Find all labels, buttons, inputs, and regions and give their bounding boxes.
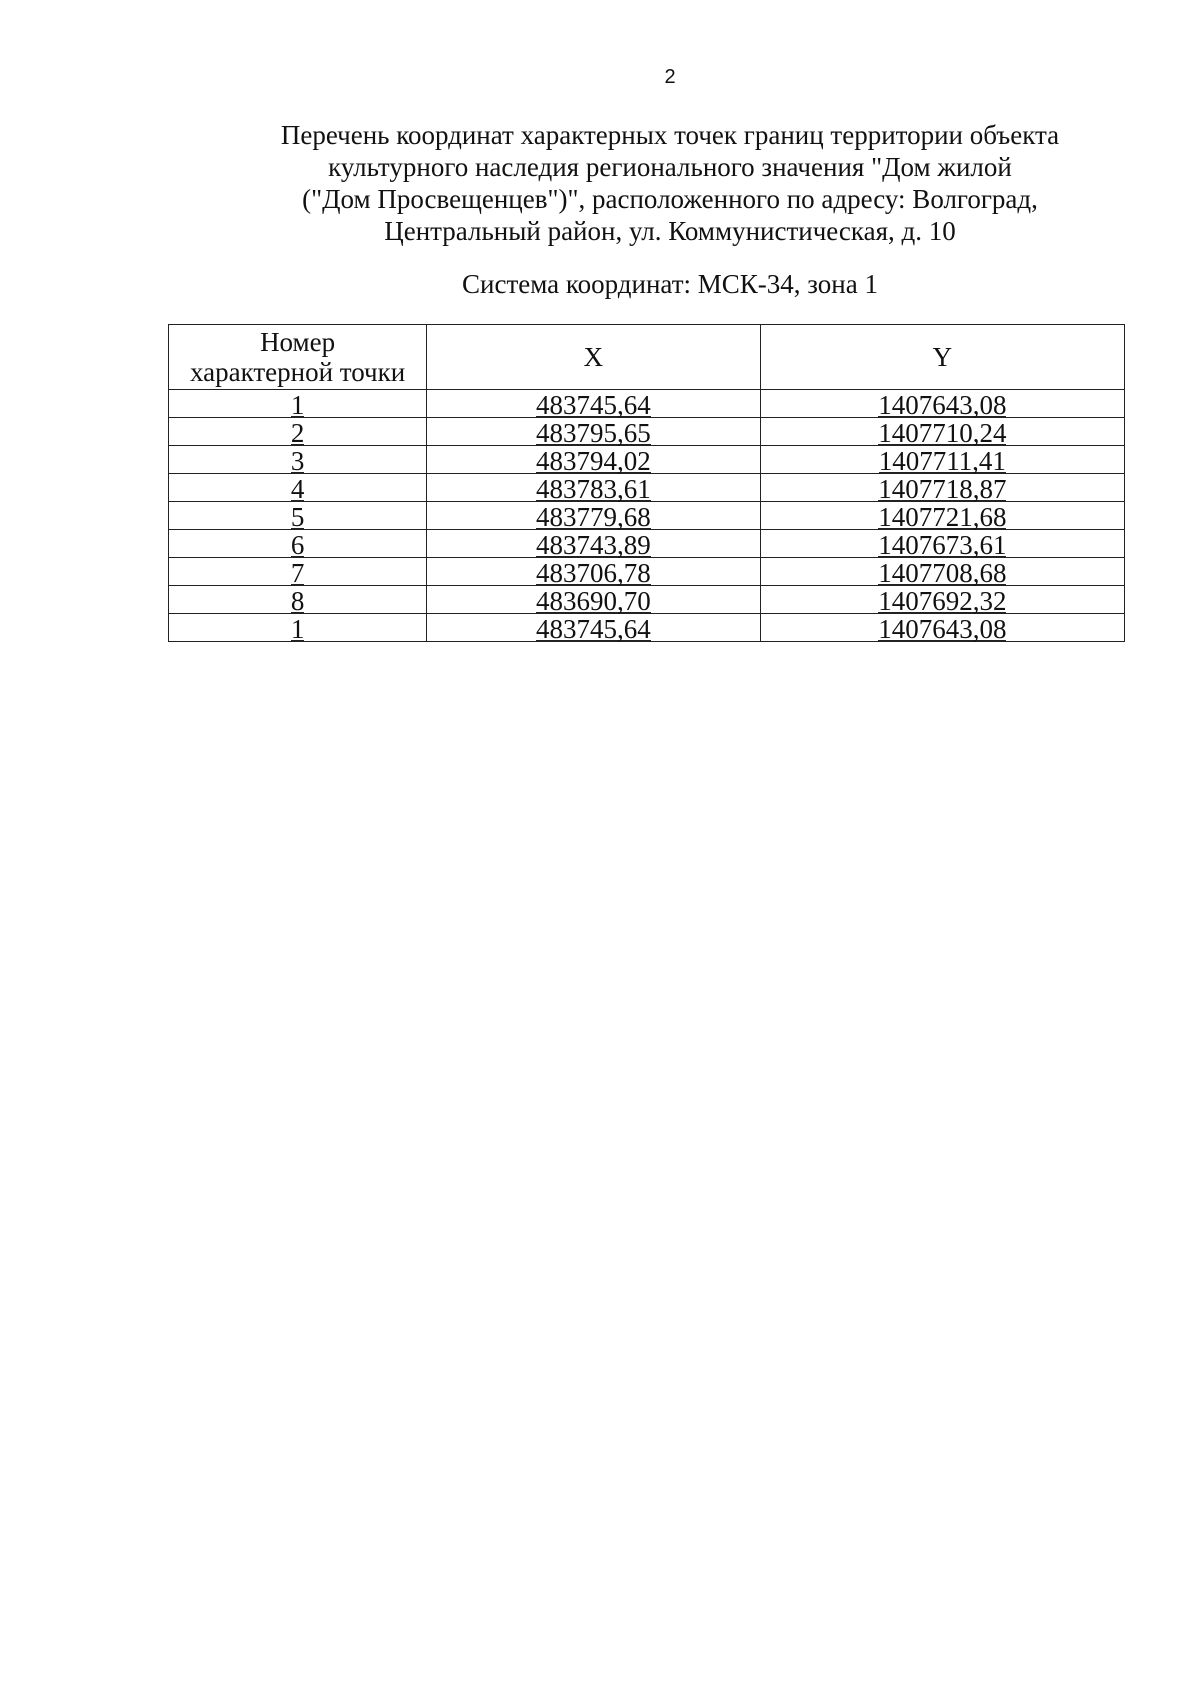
cell-point (169, 558, 427, 586)
table-row (169, 614, 1125, 642)
cell-y (760, 614, 1124, 642)
table-row (169, 446, 1125, 474)
cell-point-text: 8 (290, 586, 305, 616)
cell-y (760, 474, 1124, 502)
cell-point (169, 390, 427, 418)
title-line: ("Дом Просвещенцев")", расположенного по адресу: Волгоград, (302, 184, 1038, 214)
cell-point-text: 2 (290, 418, 305, 448)
coordinates-table (168, 324, 1125, 642)
cell-point (169, 614, 427, 642)
cell-x (427, 390, 760, 418)
cell-point (169, 530, 427, 558)
header-y: Y (760, 325, 1124, 390)
table-row (169, 586, 1125, 614)
cell-x (427, 446, 760, 474)
cell-y (760, 502, 1124, 530)
cell-x (427, 614, 760, 642)
cell-x-text: 483745,64 (536, 614, 651, 644)
cell-y (760, 530, 1124, 558)
cell-y-text: 1407708,68 (878, 558, 1007, 588)
header-point-line2: характерной точки (189, 357, 406, 387)
cell-x-text: 483794,02 (536, 446, 651, 476)
cell-y-text: 1407673,61 (878, 530, 1007, 560)
table-header-row (169, 325, 1125, 390)
cell-point (169, 446, 427, 474)
cell-point-text: 7 (290, 558, 305, 588)
cell-y (760, 390, 1124, 418)
cell-y-text: 1407711,41 (878, 446, 1006, 476)
cell-y-text: 1407721,68 (878, 502, 1007, 532)
header-point-number (169, 325, 427, 390)
cell-point-text: 5 (290, 502, 305, 532)
table-row (169, 502, 1125, 530)
cell-y (760, 446, 1124, 474)
table-row (169, 474, 1125, 502)
cell-point-text: 1 (290, 614, 305, 644)
cell-x (427, 474, 760, 502)
cell-x (427, 558, 760, 586)
cell-x-text: 483783,61 (536, 474, 651, 504)
table-row (169, 418, 1125, 446)
cell-x (427, 530, 760, 558)
cell-y (760, 418, 1124, 446)
cell-x (427, 502, 760, 530)
header-point-line1: Номер (260, 327, 336, 357)
document-title (200, 119, 1140, 247)
cell-x-text: 483795,65 (536, 418, 651, 448)
title-line: Перечень координат характерных точек границ территории объекта (280, 120, 1060, 150)
cell-y-text: 1407710,24 (878, 418, 1007, 448)
cell-x-text: 483690,70 (536, 586, 651, 616)
cell-point (169, 586, 427, 614)
table-row (169, 530, 1125, 558)
cell-y (760, 558, 1124, 586)
cell-y-text: 1407643,08 (878, 614, 1007, 644)
cell-point (169, 502, 427, 530)
cell-y-text: 1407643,08 (878, 390, 1007, 420)
cell-point-text: 6 (290, 530, 305, 560)
cell-y-text: 1407692,32 (878, 586, 1007, 616)
page-number: 2 (664, 66, 676, 88)
cell-point (169, 474, 427, 502)
header-x: X (427, 325, 760, 390)
title-line: Центральный район, ул. Коммунистическая, д. 10 (384, 216, 956, 246)
cell-x-text: 483743,89 (536, 530, 651, 560)
cell-point-text: 4 (290, 474, 305, 504)
cell-x-text: 483745,64 (536, 390, 651, 420)
cell-point-text: 3 (290, 446, 305, 476)
cell-x-text: 483706,78 (536, 558, 651, 588)
cell-x (427, 586, 760, 614)
table-row (169, 390, 1125, 418)
cell-point (169, 418, 427, 446)
coordinate-system: Система координат: МСК-34, зона 1 (462, 269, 878, 299)
cell-x (427, 418, 760, 446)
title-line: культурного наследия регионального значения "Дом жилой (328, 152, 1012, 182)
table-body (169, 390, 1125, 642)
cell-x-text: 483779,68 (536, 502, 651, 532)
cell-point-text: 1 (290, 390, 305, 420)
cell-y-text: 1407718,87 (878, 474, 1007, 504)
table-row (169, 558, 1125, 586)
cell-y (760, 586, 1124, 614)
